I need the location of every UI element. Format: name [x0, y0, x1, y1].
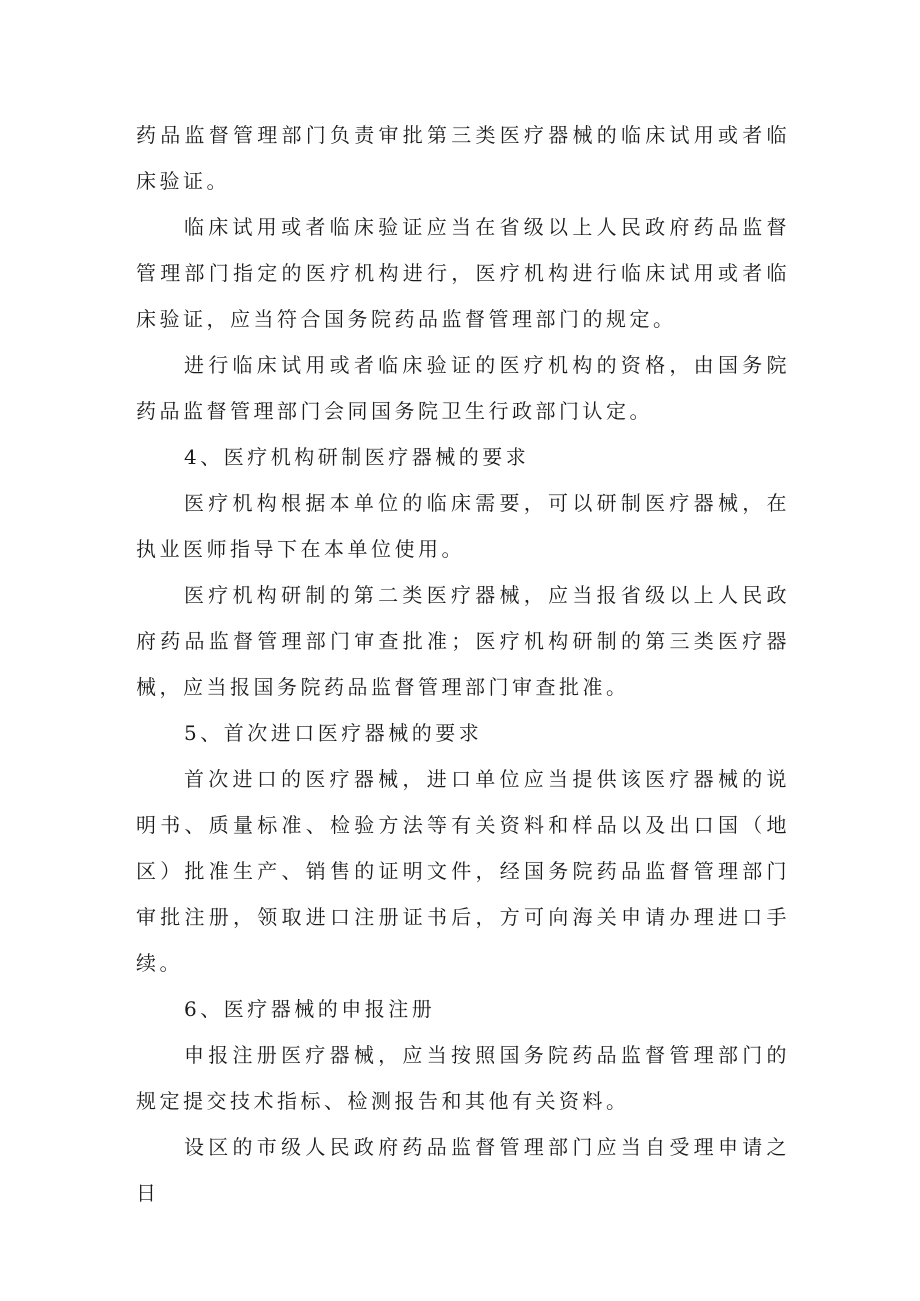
paragraph-first-import: 首次进口的医疗器械，进口单位应当提供该医疗器械的说明书、质量标准、检验方法等有关资料和样品以及出口国（地区）批准生产、销售的证明文件，经国务院药品监督管理部门审批注册，领取进口注册证书后，方可向海关申请办理进口手续。: [136, 767, 790, 975]
paragraph-institution-development: 医疗机构根据本单位的临床需要，可以研制医疗器械，在执业医师指导下在本单位使用。: [136, 491, 790, 561]
paragraph-institution-qualification: 进行临床试用或者临床验证的医疗机构的资格，由国务院药品监督管理部门会同国务院卫生行政部门认定。: [136, 353, 790, 423]
paragraph-continuation: 药品监督管理部门负责审批第三类医疗器械的临床试用或者临床验证。: [136, 123, 790, 193]
section-heading-6: 6、医疗器械的申报注册: [184, 997, 436, 1021]
paragraph-registration-docs: 申报注册医疗器械，应当按照国务院药品监督管理部门的规定提交技术指标、检测报告和其他有关资料。: [136, 1043, 790, 1113]
section-heading-5: 5、首次进口医疗器械的要求: [184, 721, 483, 745]
paragraph-clinical-trial-location: 临床试用或者临床验证应当在省级以上人民政府药品监督管理部门指定的医疗机构进行，医疗机构进行临床试用或者临床验证，应当符合国务院药品监督管理部门的规定。: [136, 215, 790, 331]
paragraph-class-approval: 医疗机构研制的第二类医疗器械，应当报省级以上人民政府药品监督管理部门审查批准；医疗机构研制的第三类医疗器械，应当报国务院药品监督管理部门审查批准。: [136, 583, 790, 699]
section-heading-4: 4、医疗机构研制医疗器械的要求: [184, 445, 530, 469]
paragraph-municipal-department: 设区的市级人民政府药品监督管理部门应当自受理申请之日: [136, 1135, 790, 1205]
